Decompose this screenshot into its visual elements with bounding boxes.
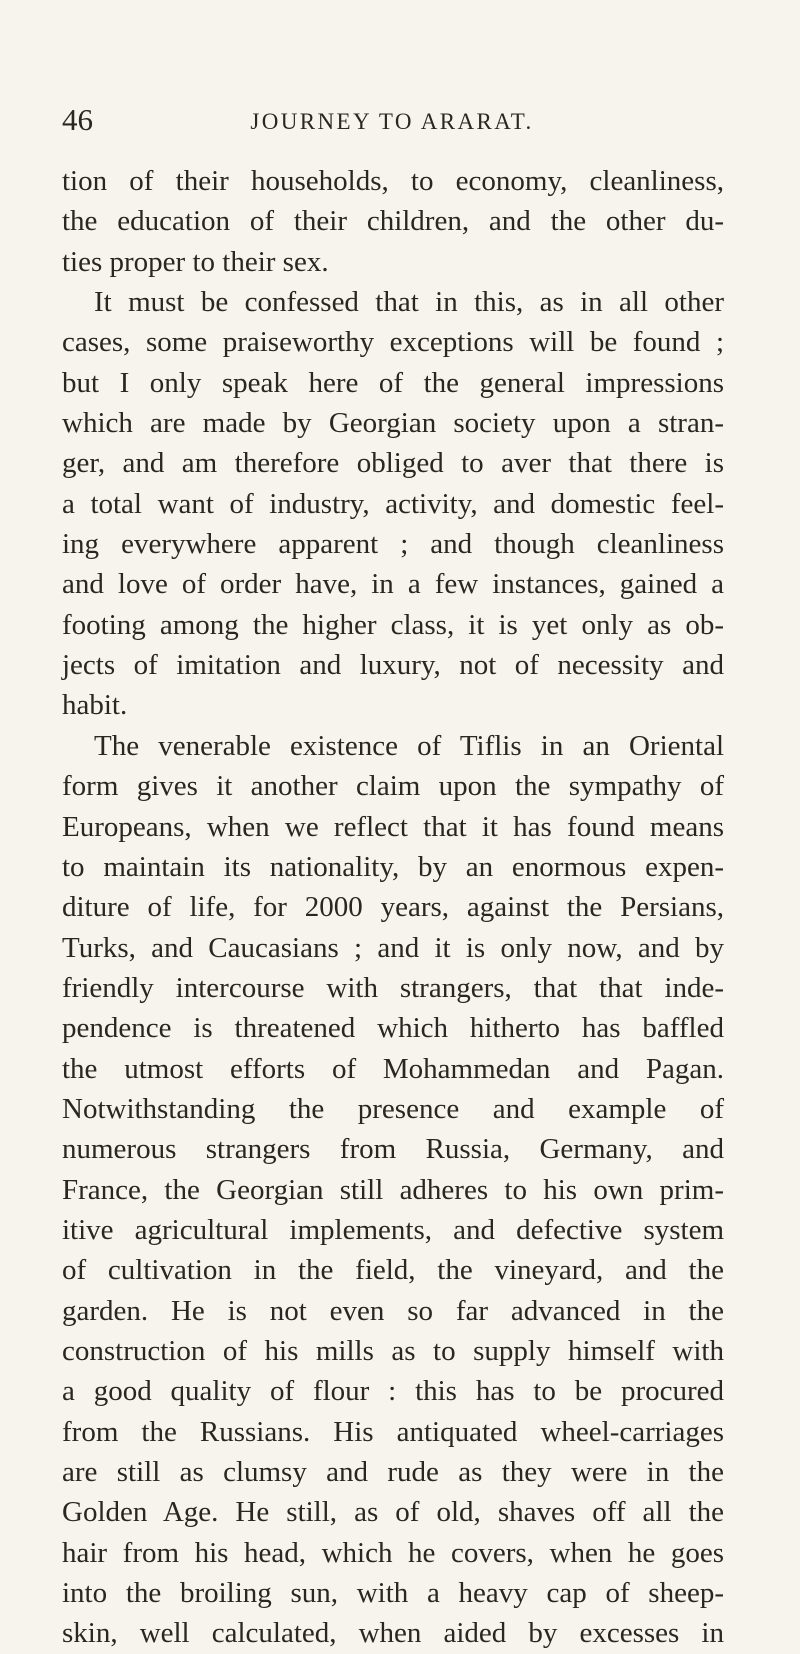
text-line: skin, well calculated, when aided by excesses in (62, 1617, 724, 1650)
text-line: itive agricultural implements, and defective system (62, 1213, 724, 1246)
text-line: tion of their households, to economy, cleanliness, (62, 165, 724, 197)
page-header (62, 100, 722, 140)
text-line: Golden Age. He still, as of old, shaves off all the (62, 1496, 724, 1529)
text-line: of cultivation in the field, the vineyard, and the (62, 1254, 724, 1287)
text-line: ties proper to their sex. (62, 245, 329, 278)
text-line: Europeans, when we reflect that it has found means (62, 810, 724, 843)
paragraph-start-line: The venerable existence of Tiflis in an Oriental (94, 729, 724, 762)
text-line: footing among the higher class, it is yet only as ob- (62, 608, 724, 641)
body-text (62, 161, 724, 1654)
paragraph-start-line: It must be confessed that in this, as in all other (94, 286, 724, 319)
text-line: form gives it another claim upon the sympathy of (62, 770, 724, 803)
text-line: pendence is threatened which hitherto has baffled (62, 1012, 724, 1045)
text-line: the education of their children, and the other du- (62, 205, 724, 238)
text-line: which are made by Georgian society upon a stran- (62, 407, 724, 440)
text-line: France, the Georgian still adheres to his own prim- (62, 1173, 724, 1206)
text-line: a good quality of flour : this has to be procured (62, 1375, 724, 1408)
text-line: ger, and am therefore obliged to aver that there is (62, 447, 724, 480)
text-line: garden. He is not even so far advanced in the (62, 1294, 724, 1327)
text-line: numerous strangers from Russia, Germany, and (62, 1133, 724, 1166)
text-line: and love of order have, in a few instances, gained a (62, 568, 724, 601)
text-line: Turks, and Caucasians ; and it is only now, and by (62, 931, 724, 964)
page-number: 46 (62, 102, 93, 137)
text-line: but I only speak here of the general impressions (62, 366, 724, 399)
running-head: JOURNEY TO ARARAT. (250, 109, 534, 134)
text-line: a total want of industry, activity, and domestic feel- (62, 487, 724, 520)
text-line: to maintain its nationality, by an enormous expen- (62, 850, 724, 883)
text-line: Notwithstanding the presence and example of (62, 1092, 724, 1125)
text-line: habit. (62, 689, 128, 722)
text-line: cases, some praiseworthy exceptions will be found ; (62, 326, 724, 359)
text-line: into the broiling sun, with a heavy cap of sheep- (62, 1577, 724, 1610)
text-line: hair from his head, which he covers, when he goes (62, 1536, 724, 1569)
text-line: the utmost efforts of Mohammedan and Pagan. (62, 1052, 724, 1085)
text-line: construction of his mills as to supply himself with (62, 1334, 724, 1367)
text-line: diture of life, for 2000 years, against the Persians, (62, 891, 724, 924)
text-line: from the Russians. His antiquated wheel-carriages (62, 1415, 724, 1448)
text-line: jects of imitation and luxury, not of necessity and (62, 649, 724, 682)
text-line: friendly intercourse with strangers, that that inde- (62, 971, 724, 1004)
text-line: ing everywhere apparent ; and though cleanliness (62, 528, 724, 561)
text-line: are still as clumsy and rude as they were in the (62, 1456, 724, 1488)
